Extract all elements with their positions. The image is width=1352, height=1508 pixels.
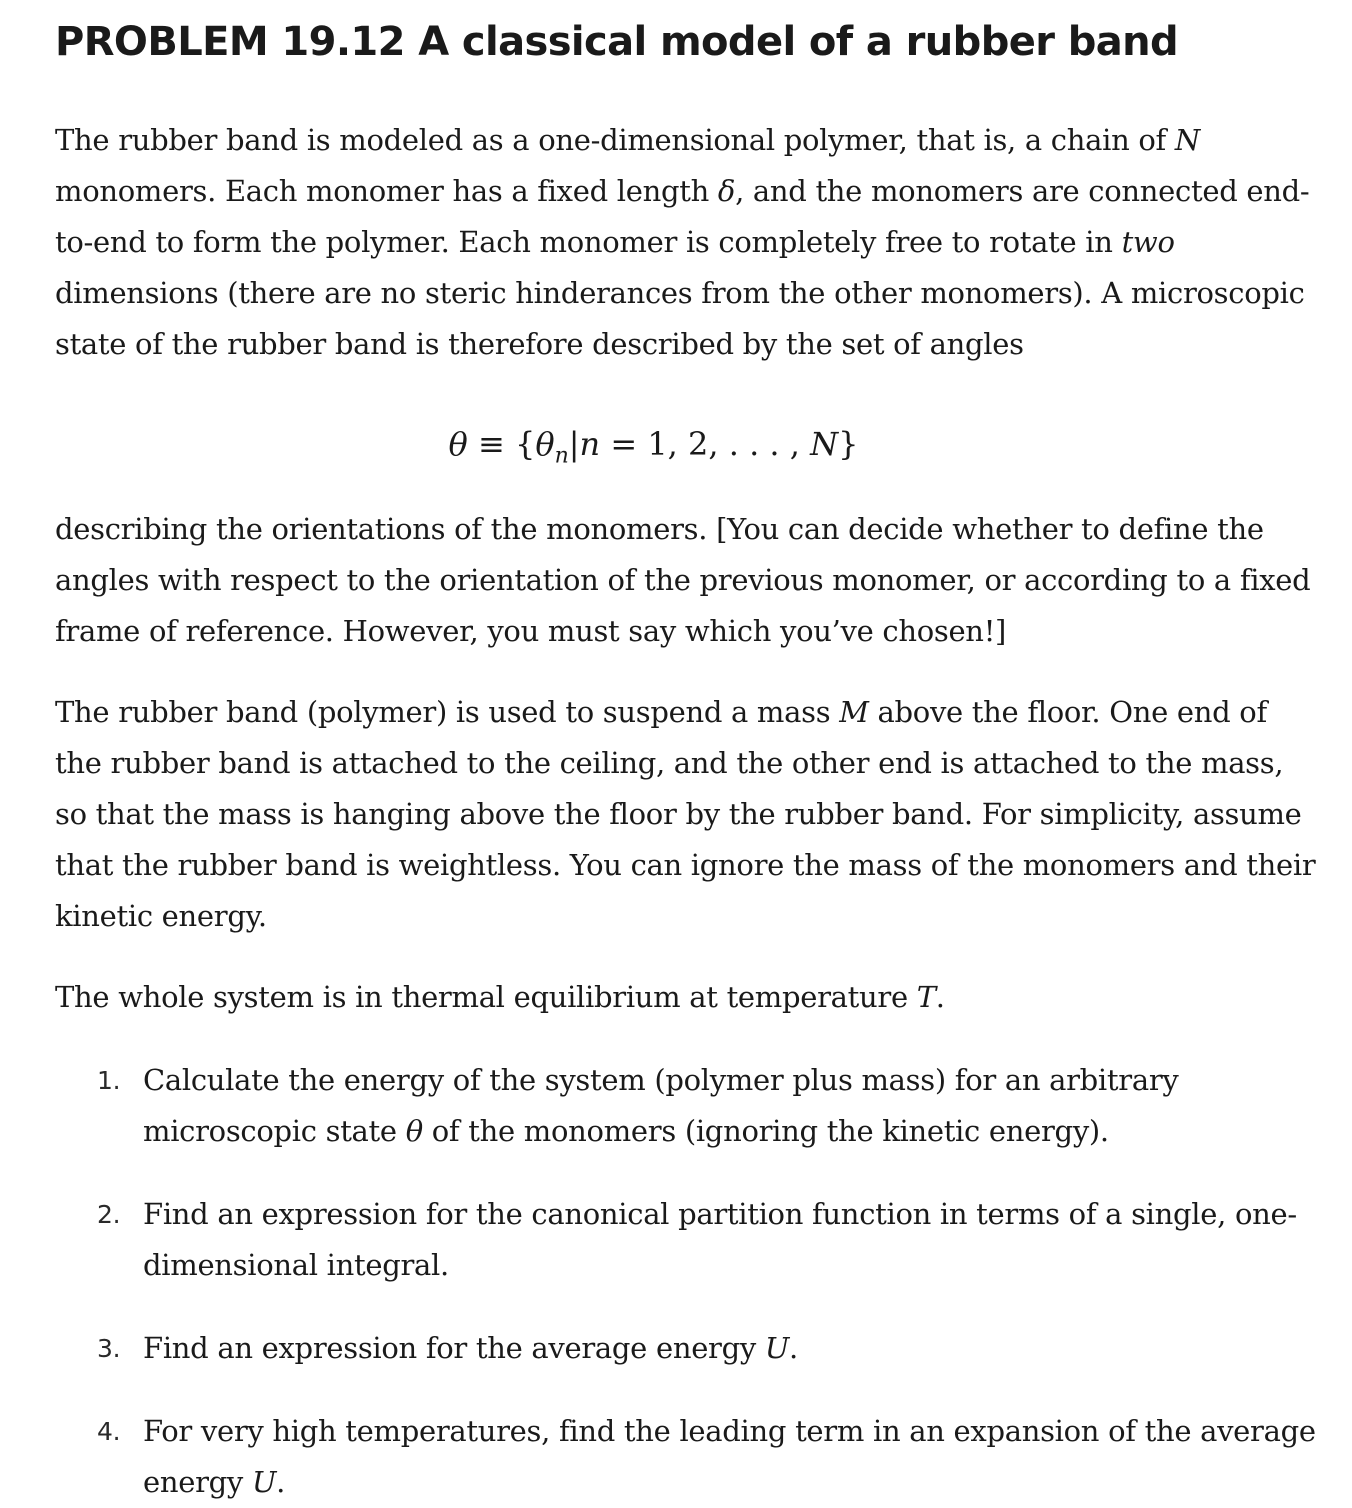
var-delta: δ bbox=[717, 174, 736, 208]
eq-theta-n: θ bbox=[535, 425, 555, 463]
eq-close-brace: } bbox=[838, 425, 859, 463]
intro-paragraph bbox=[55, 115, 1317, 370]
question-text: Find an expression for the average energy bbox=[143, 1331, 765, 1365]
question-number: 4. bbox=[97, 1417, 121, 1446]
var-M: M bbox=[839, 695, 869, 729]
question-text-2: . bbox=[789, 1331, 798, 1365]
question-text-2: . bbox=[276, 1465, 285, 1499]
question-text-2: of the monomers (ignoring the kinetic energy). bbox=[422, 1114, 1109, 1148]
eq-range: = 1, 2, . . . , bbox=[600, 425, 811, 463]
var-theta: θ bbox=[405, 1114, 423, 1148]
equilibrium-text-1: The whole system is in thermal equilibrium at temperature bbox=[55, 980, 917, 1014]
question-item bbox=[55, 1189, 1318, 1291]
intro-text-3: , and the monomers are connected end-to-end to form the polymer. Each monomer is completely free to rotate in bbox=[55, 174, 1310, 259]
question-text: For very high temperatures, find the leading term in an expansion of the average energy bbox=[143, 1414, 1316, 1499]
equilibrium-text-2: . bbox=[935, 980, 945, 1014]
question-text: Find an expression for the canonical partition function in terms of a single, one-dimensional integral. bbox=[143, 1197, 1297, 1282]
eq-theta: θ bbox=[448, 425, 468, 463]
mass-paragraph bbox=[55, 687, 1317, 942]
emphasis-two: two bbox=[1121, 225, 1175, 259]
var-U: U bbox=[764, 1331, 790, 1365]
describing-paragraph: describing the orientations of the monomers. [You can decide whether to define the angles with respect to the orientation of the previous monomer, or according to a fixed frame of reference. However, you must say which you’ve chosen!] bbox=[55, 512, 1311, 648]
question-list bbox=[55, 1055, 1316, 1508]
question-item bbox=[55, 1406, 1318, 1508]
mass-text-1: The rubber band (polymer) is used to suspend a mass bbox=[55, 695, 840, 729]
var-U: U bbox=[251, 1465, 277, 1499]
question-item bbox=[55, 1323, 1318, 1374]
angle-set-equation bbox=[55, 414, 1312, 474]
question-number: 3. bbox=[97, 1334, 121, 1363]
question-item bbox=[55, 1055, 1318, 1157]
question-number: 1. bbox=[97, 1066, 121, 1095]
intro-text-4: dimensions (there are no steric hinderances from the other monomers). A microscopic state of the rubber band is therefore described by the set of angles bbox=[55, 276, 1305, 361]
eq-equiv: ≡ { bbox=[467, 425, 536, 463]
eq-subscript-n: n bbox=[554, 443, 569, 469]
question-number: 2. bbox=[97, 1200, 121, 1229]
var-N: N bbox=[1174, 123, 1200, 157]
intro-text-2: monomers. Each monomer has a fixed length bbox=[55, 174, 718, 208]
mass-text-2: above the floor. One end of the rubber band is attached to the ceiling, and the other end is attached to the mass, so that the mass is hanging above the floor by the rubber band. For simplicity, assume that the rubber band is weightless. You can ignore the mass of the monomers and their kinetic energy. bbox=[55, 695, 1316, 933]
var-T: T bbox=[916, 980, 936, 1014]
equilibrium-paragraph bbox=[55, 972, 1317, 1023]
eq-N: N bbox=[810, 425, 839, 463]
eq-bar: | bbox=[568, 425, 580, 463]
intro-text-1: The rubber band is modeled as a one-dimensional polymer, that is, a chain of bbox=[55, 123, 1175, 157]
question-text: Calculate the energy of the system (polymer plus mass) for an arbitrary microscopic state bbox=[143, 1063, 1179, 1148]
eq-n: n bbox=[579, 425, 601, 463]
problem-title: PROBLEM 19.12 A classical model of a rubber band bbox=[55, 19, 1179, 65]
